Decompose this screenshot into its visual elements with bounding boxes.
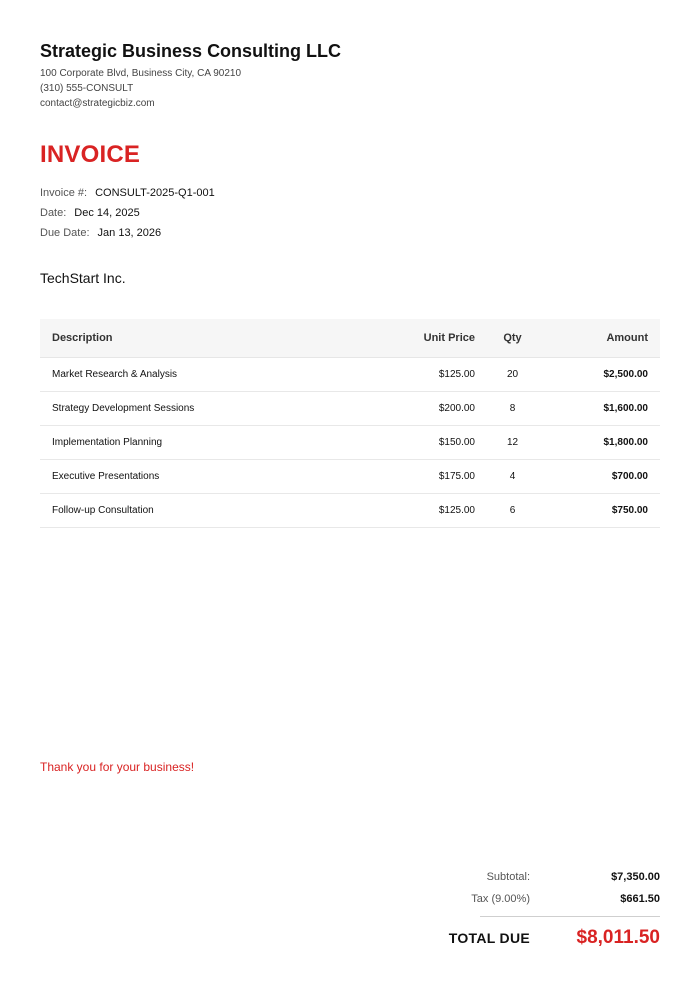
row-unit-price: $125.00 xyxy=(438,505,475,516)
row-amount: $1,600.00 xyxy=(603,403,648,414)
table-row xyxy=(40,460,660,494)
total-due-label: TOTAL DUE xyxy=(448,930,530,946)
row-description: Executive Presentations xyxy=(52,471,160,482)
line-items-table xyxy=(40,319,660,528)
client-name: TechStart Inc. xyxy=(40,270,126,286)
row-unit-price: $175.00 xyxy=(438,471,475,482)
totals-divider xyxy=(480,916,660,917)
row-qty: 20 xyxy=(506,369,519,380)
header-qty: Qty xyxy=(503,332,522,344)
invoice-due-date: Jan 13, 2026 xyxy=(97,227,162,239)
tax-row xyxy=(400,888,660,910)
table-header xyxy=(40,319,660,358)
row-description: Implementation Planning xyxy=(52,437,163,448)
row-qty: 8 xyxy=(509,403,516,414)
row-qty: 12 xyxy=(506,437,519,448)
header-unit-price: Unit Price xyxy=(423,332,475,344)
header-amount: Amount xyxy=(606,332,648,344)
row-amount: $2,500.00 xyxy=(603,369,648,380)
row-description: Strategy Development Sessions xyxy=(52,403,195,414)
table-row xyxy=(40,494,660,528)
row-qty: 4 xyxy=(509,471,516,482)
row-unit-price: $200.00 xyxy=(438,403,475,414)
table-row xyxy=(40,358,660,392)
subtotal-row xyxy=(400,866,660,888)
company-email[interactable]: contact@strategicbiz.com xyxy=(40,98,155,109)
row-description: Market Research & Analysis xyxy=(52,369,178,380)
row-amount: $700.00 xyxy=(611,471,648,482)
row-amount: $1,800.00 xyxy=(603,437,648,448)
tax-label: Tax (9.00%) xyxy=(471,893,530,905)
invoice-number-row xyxy=(40,183,215,203)
total-due-row xyxy=(400,927,660,949)
totals-block xyxy=(400,866,660,949)
company-header xyxy=(40,40,660,111)
invoice-number-label: Invoice #: xyxy=(40,187,88,199)
company-name: Strategic Business Consulting LLC xyxy=(40,41,342,61)
header-description: Description xyxy=(52,332,113,344)
table-row xyxy=(40,392,660,426)
subtotal-value: $7,350.00 xyxy=(611,871,660,883)
invoice-date: Dec 14, 2025 xyxy=(74,207,140,219)
invoice-due-label: Due Date: xyxy=(40,227,90,239)
invoice-due-row xyxy=(40,223,215,243)
row-amount: $750.00 xyxy=(611,505,648,516)
invoice-date-label: Date: xyxy=(40,207,67,219)
thank-you-note: Thank you for your business! xyxy=(40,760,195,774)
company-phone: (310) 555-CONSULT xyxy=(40,83,134,94)
tax-value: $661.50 xyxy=(620,893,660,905)
invoice-meta xyxy=(40,183,215,243)
table-row xyxy=(40,426,660,460)
invoice-number: CONSULT-2025-Q1-001 xyxy=(95,187,215,199)
row-qty: 6 xyxy=(509,505,516,516)
invoice-title: INVOICE xyxy=(40,141,141,168)
total-due-value: $8,011.50 xyxy=(576,927,660,948)
row-unit-price: $125.00 xyxy=(438,369,475,380)
invoice-date-row xyxy=(40,203,215,223)
company-address: 100 Corporate Blvd, Business City, CA 90210 xyxy=(40,68,242,79)
row-unit-price: $150.00 xyxy=(438,437,475,448)
subtotal-label: Subtotal: xyxy=(486,871,530,883)
row-description: Follow-up Consultation xyxy=(52,505,154,516)
